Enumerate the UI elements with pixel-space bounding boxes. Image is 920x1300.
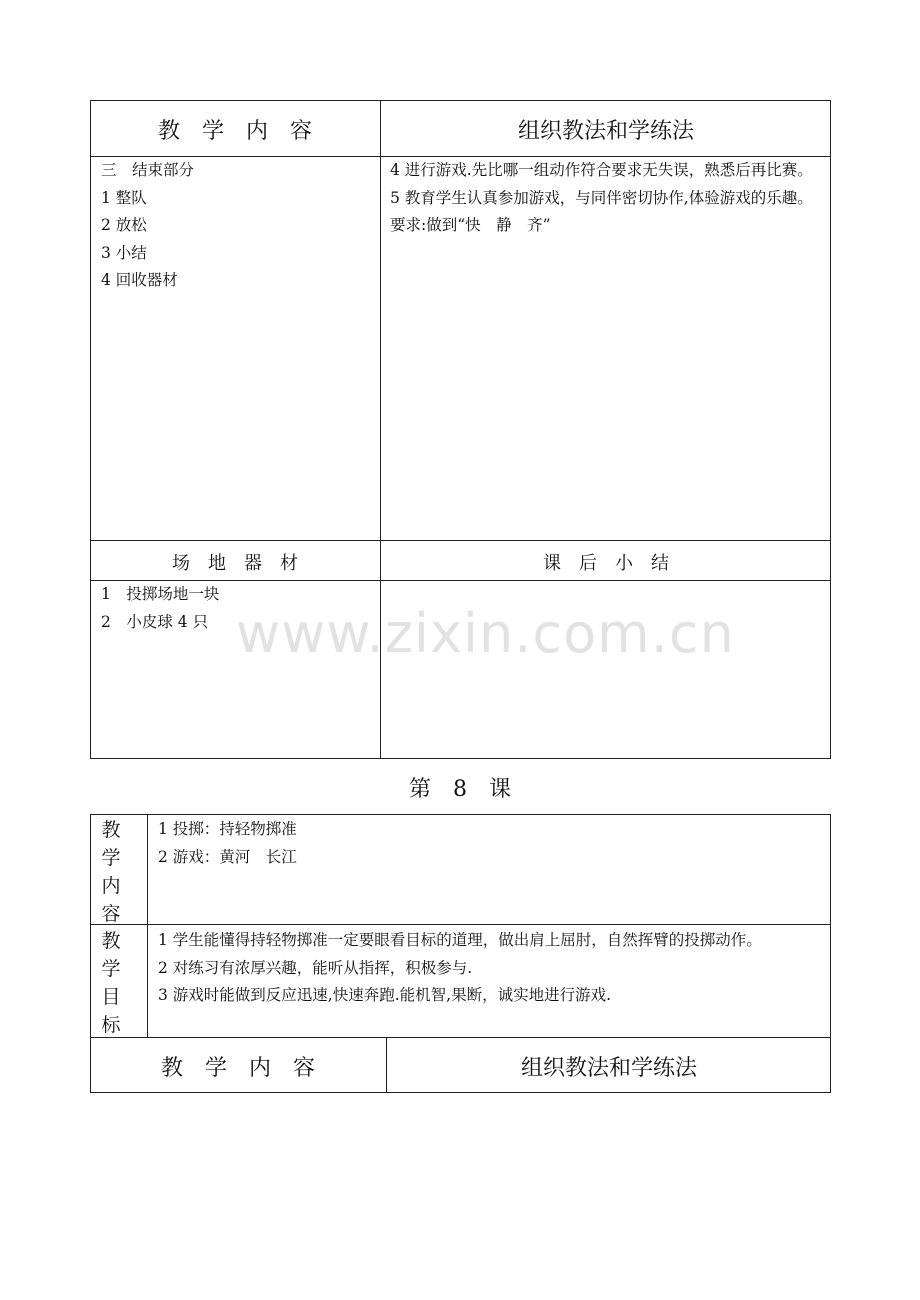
lesson8-header-method: 组织教法和学练法 — [520, 1056, 697, 1081]
lesson7-venue-cell — [101, 581, 219, 636]
label-char: 目 — [101, 986, 121, 1008]
lesson8-goal-label — [96, 927, 126, 1039]
lesson7-content-cell — [101, 157, 194, 295]
method-line: 4 进行游戏.先比哪一组动作符合要求无失误，熟悉后再比赛。 — [390, 161, 813, 179]
lesson7-method-cell — [390, 157, 824, 240]
lesson8-content-cell — [158, 816, 297, 871]
lesson7-venue-header: 场 地 器 材 — [172, 553, 298, 574]
goal-line: 3 游戏时能做到反应迅速,快速奔跑.能机智,果断，诚实地进行游戏. — [158, 986, 611, 1004]
label-char: 学 — [101, 958, 121, 980]
goal-line: 1 学生能懂得持轻物掷准一定要眼看目标的道理，做出肩上屈肘，自然挥臂的投掷动作。 — [158, 931, 762, 949]
lesson7-header-content: 教 学 内 容 — [157, 119, 312, 144]
label-char: 教 — [101, 819, 121, 841]
lesson8-goal-cell — [158, 927, 826, 1010]
content-line: 2 放松 — [101, 216, 147, 234]
content-line: 2 游戏：黄河 长江 — [158, 847, 297, 866]
label-char: 标 — [101, 1014, 121, 1036]
lesson7-venue-divider — [90, 540, 831, 541]
lesson7-summary-header: 课 后 小 结 — [543, 553, 669, 574]
method-line: 要求:做到“快 静 齐” — [390, 216, 551, 234]
method-line: 5 教育学生认真参加游戏，与同伴密切协作,体验游戏的乐趣。 — [390, 188, 813, 207]
watermark: www.zixin.com.cn — [236, 602, 735, 665]
lesson8-header-divider — [90, 1037, 831, 1038]
lesson8-title: 第 8 课 — [409, 777, 511, 802]
content-line: 1 整队 — [101, 188, 147, 207]
label-char: 学 — [101, 847, 121, 869]
content-line: 4 回收器材 — [101, 271, 178, 289]
content-line: 1 投掷：持轻物掷准 — [158, 820, 297, 838]
label-char: 容 — [101, 903, 121, 925]
lesson8-header-content: 教 学 内 容 — [160, 1056, 315, 1081]
venue-line: 2 小皮球 4 只 — [101, 612, 209, 631]
goal-line: 2 对练习有浓厚兴趣，能听从指挥，积极参与. — [158, 958, 473, 977]
lesson8-label-divider — [147, 814, 148, 1037]
label-char: 教 — [101, 930, 121, 952]
lesson8-goal-divider — [90, 924, 831, 925]
venue-line: 1 投掷场地一块 — [101, 585, 220, 603]
label-char: 内 — [101, 875, 121, 897]
lesson7-header-method: 组织教法和学练法 — [517, 119, 694, 144]
content-line: 三 结束部分 — [101, 161, 195, 179]
content-line: 3 小结 — [101, 243, 147, 262]
lesson8-content-label — [96, 816, 126, 928]
